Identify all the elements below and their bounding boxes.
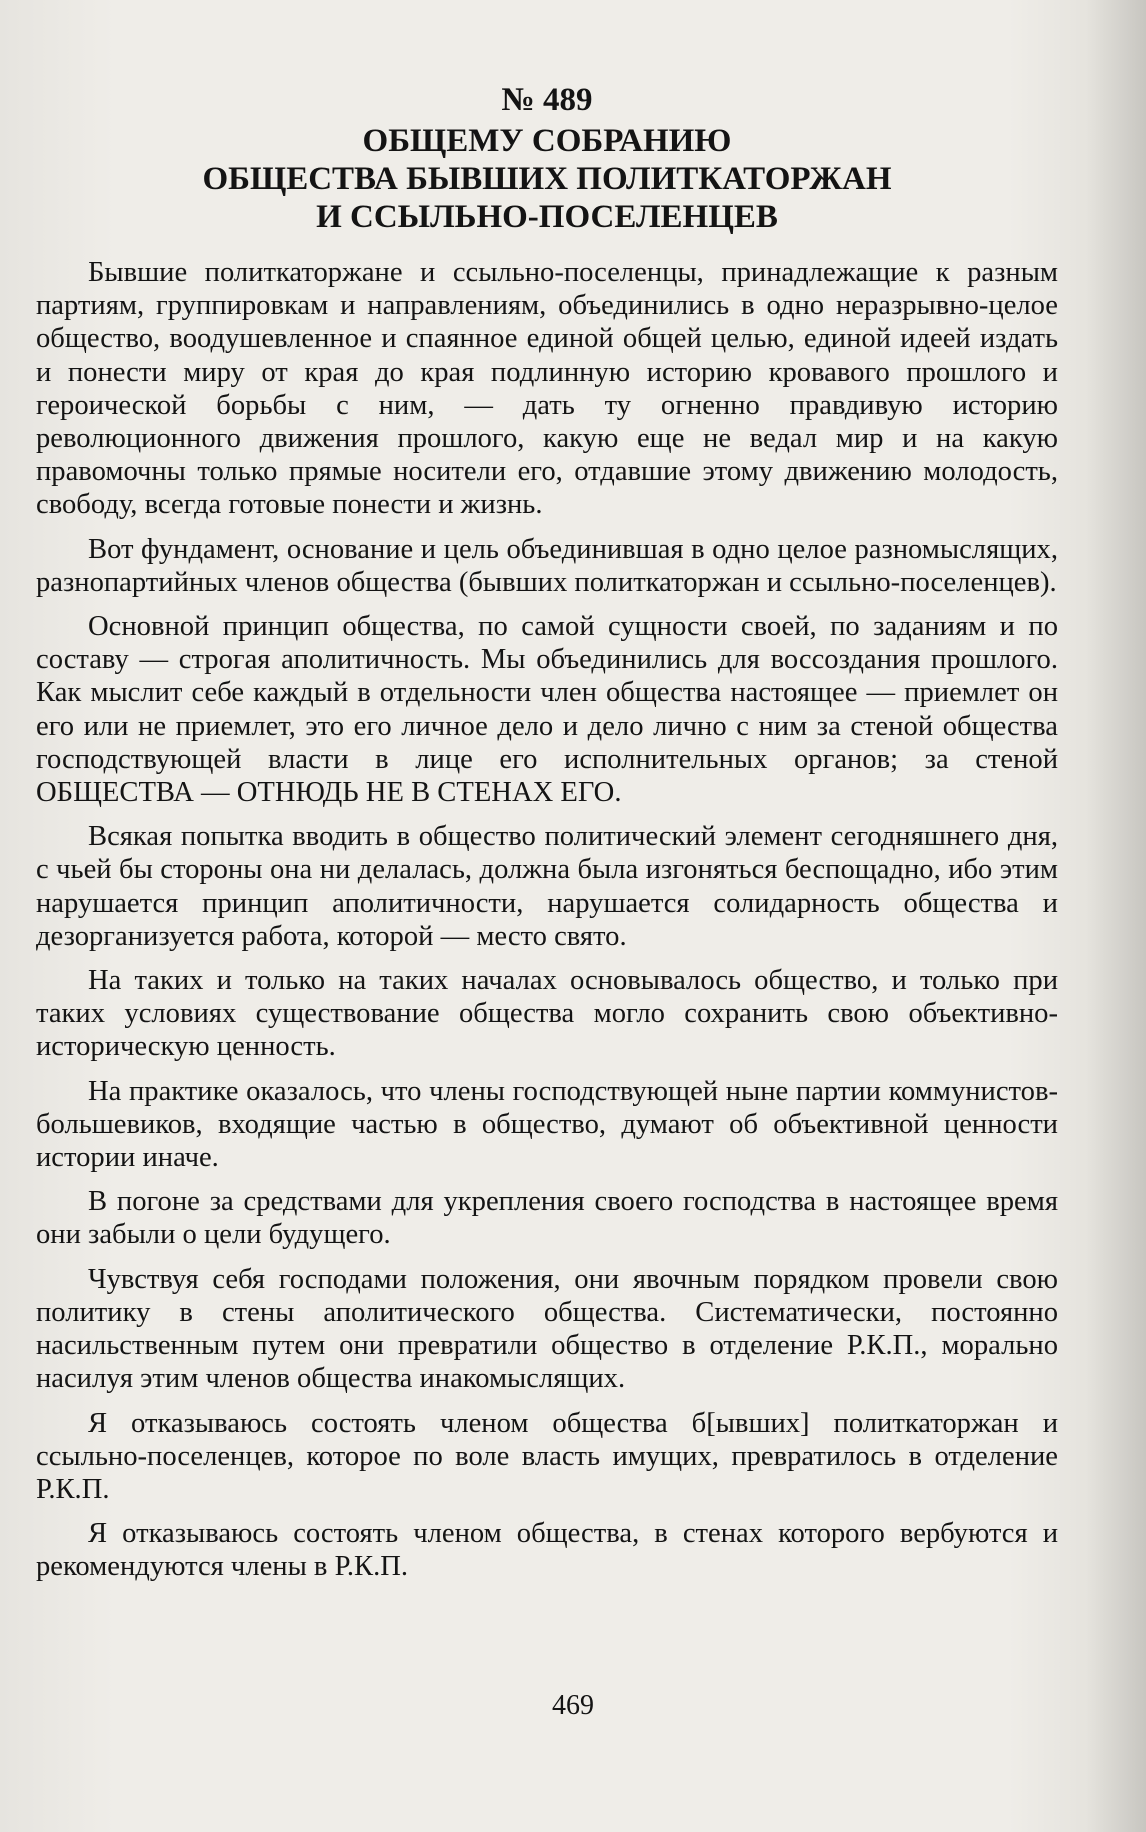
paragraph: Я отказываюсь состоять членом общества, в стенах которого вербуются и рекомендуются члены в Р.К.П. bbox=[36, 1518, 1058, 1583]
title-line: ОБЩЕМУ СОБРАНИЮ bbox=[362, 123, 732, 159]
paragraph: Бывшие политкаторжане и ссыльно-поселенцы, принадлежащие к разным партиям, группировкам и направлениям, объединились в одно неразрывно-целое общество, воодушевленное и спаянное единой общей целью, единой идеей издать и понести миру от края до края подлинную историю кровавого прошлого и героической борьбы с ним, — дать ту огненно правдивую историю революционного движения прошлого, какую еще не ведал мир и на какую правомочны только прямые носители его, отдавшие этому движению молодость, свободу, всегда готовые понести и жизнь. bbox=[36, 257, 1058, 521]
page-content bbox=[36, 80, 1058, 1595]
paragraph: Я отказываюсь состоять членом общества б[ывших] политкаторжан и ссыльно-поселенцев, которое по воле власть имущих, превратилось в отделение Р.К.П. bbox=[36, 1407, 1058, 1505]
paragraph: На таких и только на таких началах основывалось общество, и только при таких условиях существование общества могло сохранить свою объективно-историческую ценность. bbox=[36, 965, 1058, 1063]
document-title bbox=[36, 122, 1058, 236]
paragraph: Чувствуя себя господами положения, они явочным порядком провели свою политику в стены аполитического общества. Систематически, постоянно насильственным путем они превратили общество в отделение Р.К.П., морально насилуя этим членов общества инакомыслящих. bbox=[36, 1263, 1058, 1395]
page-number: 469 bbox=[552, 1690, 594, 1721]
title-line: ОБЩЕСТВА БЫВШИХ ПОЛИТКАТОРЖАН bbox=[202, 161, 892, 197]
paragraph: Основной принцип общества, по самой сущности своей, по заданиям и по составу — строгая аполитичность. Мы объединились для воссоздания прошлого. Как мыслит себе каждый в отдельности член общества настоящее — приемлет он его или не приемлет, это его личное дело и дело лично с ним за стеной общества господствующей власти в лице его исполнительных органов; за стеной ОБЩЕСТВА — ОТНЮДЬ НЕ В СТЕНАХ ЕГО. bbox=[36, 611, 1058, 809]
paragraph: В погоне за средствами для укрепления своего господства в настоящее время они забыли о цели будущего. bbox=[36, 1186, 1058, 1251]
paragraph: На практике оказалось, что члены господствующей ныне партии коммунистов-большевиков, входящие частью в общество, думают об объективной ценности истории иначе. bbox=[36, 1075, 1058, 1174]
document-number: № 489 bbox=[501, 82, 593, 118]
page-edge-shadow bbox=[1086, 0, 1146, 1832]
title-line: И ССЫЛЬНО-ПОСЕЛЕНЦЕВ bbox=[316, 199, 778, 235]
paragraph: Вот фундамент, основание и цель объединившая в одно целое разномыслящих, разнопартийных членов общества (бывших политкаторжан и ссыльно-поселенцев). bbox=[36, 533, 1058, 598]
paragraph: Всякая попытка вводить в общество политический элемент сегодняшнего дня, с чьей бы стороны она ни делалась, должна была изгоняться беспощадно, ибо этим нарушается принцип аполитичности, нарушается солидарность общества и дезорганизуется работа, которой — место свято. bbox=[36, 821, 1058, 952]
